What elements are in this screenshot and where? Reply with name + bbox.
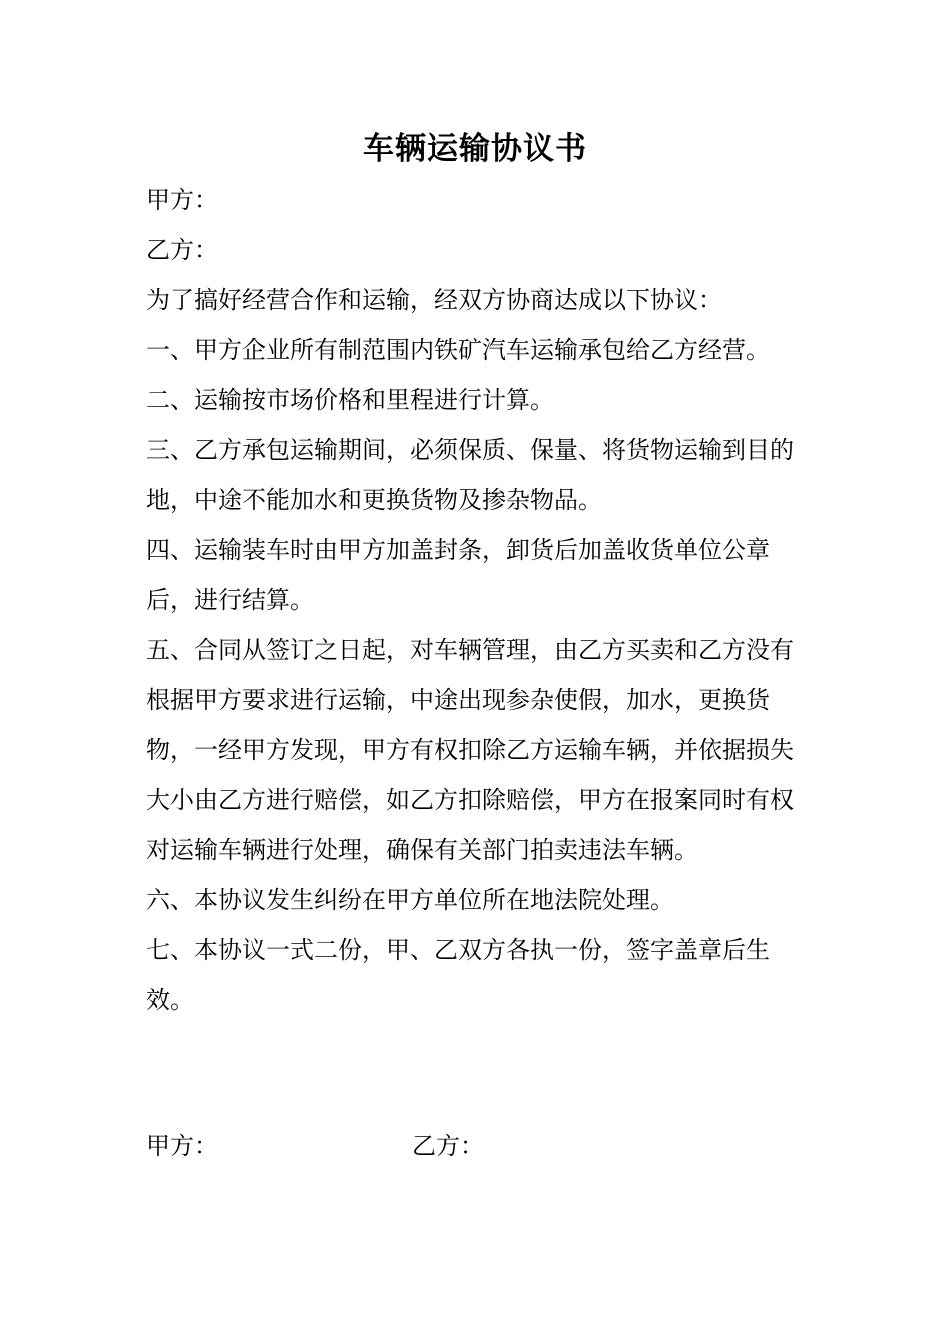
signature-block: [146, 1121, 808, 1171]
clause-2: 二、运输按市场价格和里程进行计算。: [146, 386, 554, 414]
clause-3: 三、乙方承包运输期间，必须保质、保量、将货物运输到目的地，中途不能加水和更换货物及掺杂物品。: [146, 436, 794, 514]
intro-paragraph: 为了搞好经营合作和运输，经双方协商达成以下协议：: [146, 286, 722, 314]
party-b-line: 乙方：: [146, 236, 218, 264]
party-a-line: 甲方：: [146, 186, 218, 214]
document-body: [146, 175, 808, 1025]
signature-party-a: 甲方：: [146, 1132, 218, 1160]
document-title: 车辆运输协议书: [363, 131, 587, 167]
clause-5: 五、合同从签订之日起，对车辆管理，由乙方买卖和乙方没有根据甲方要求进行运输，中途出现参杂使假，加水，更换货物，一经甲方发现，甲方有权扣除乙方运输车辆，并依据损失大小由乙方进行赔偿，如乙方扣除赔偿，甲方在报案同时有权对运输车辆进行处理，确保有关部门拍卖违法车辆。: [146, 636, 794, 864]
clause-1: 一、甲方企业所有制范围内铁矿汽车运输承包给乙方经营。: [146, 336, 770, 364]
clause-6: 六、本协议发生纠纷在甲方单位所在地法院处理。: [146, 886, 674, 914]
signature-party-b: 乙方：: [412, 1132, 484, 1160]
clause-7: 七、本协议一式二份，甲、乙双方各执一份，签字盖章后生效。: [146, 936, 770, 1014]
clause-4: 四、运输装车时由甲方加盖封条，卸货后加盖收货单位公章后，进行结算。: [146, 536, 770, 614]
